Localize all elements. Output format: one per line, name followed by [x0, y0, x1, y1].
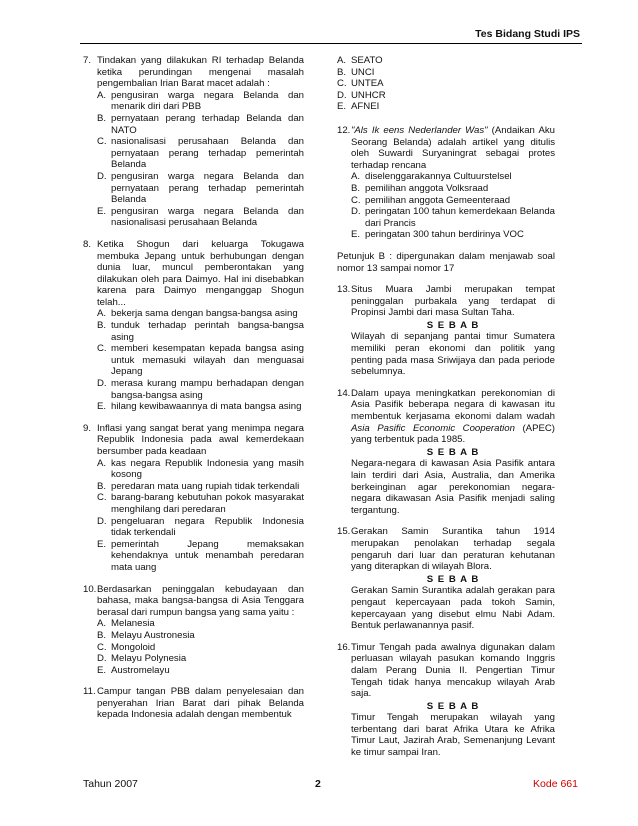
answer-option	[97, 308, 304, 320]
question-stem: Campur tangan PBB dalam penyelesaian dan penyerahan Irian Barat dari pihak Belanda kepada Indonesia adalah dengan membentuk	[97, 686, 304, 721]
question-number: 10.	[83, 583, 97, 595]
answer-option	[97, 618, 304, 630]
question-15	[337, 526, 555, 631]
answer-option	[97, 320, 304, 343]
question-13	[337, 284, 555, 378]
right-column	[337, 55, 555, 769]
option-letter: C.	[97, 641, 107, 653]
option-text: UNHCR	[351, 89, 386, 101]
option-letter: C.	[337, 78, 347, 90]
question-stem: Gerakan Samin Surantika tahun 1914 merupakan penolakan terhadap segala pengaruh dari luar dan peraturan kehutanan yang diterapkan di wilayah Blora.	[351, 526, 555, 573]
question-number: 15.	[337, 526, 351, 538]
reason-text: Timur Tengah merupakan wilayah yang terbentang dari barat Afrika Utara ke Afrika Timur Laut, Jazirah Arab, Semenanjung Levant ke timur sampai Iran.	[351, 712, 555, 759]
article-title: "Als Ik eens Nederlander Was"	[351, 124, 488, 136]
answer-option	[97, 343, 304, 378]
option-text: peringatan 300 tahun berdirinya VOC	[365, 229, 524, 241]
option-text: SEATO	[351, 55, 383, 66]
stem-text: (Andaikan Aku Seorang Belanda) adalah artikel yang ditulis oleh Suwardi Suryaningrat sebagai protes terhadap rencana	[351, 124, 555, 171]
option-text: pemerintah Jepang memaksakan kehendaknya untuk menambah peredaran mata uang	[111, 538, 304, 573]
option-text: Austromelayu	[111, 664, 170, 676]
q12-options	[351, 171, 555, 241]
answer-option	[337, 78, 555, 90]
question-stem: Berdasarkan peninggalan kebudayaan dan bahasa, maka bangsa-bangsa di Asia Tenggara berasal dari rumpun bangsa yang sama yaitu :	[97, 583, 304, 618]
question-number: 8.	[83, 238, 92, 250]
option-text: hilang kewibawaannya di mata bangsa asing	[111, 401, 302, 413]
stem-text: (APEC) yang terbentuk pada 1985.	[351, 422, 555, 446]
option-text: UNCI	[351, 66, 375, 78]
question-stem	[351, 125, 555, 171]
option-text: bekerja sama dengan bangsa-bangsa asing	[111, 308, 298, 320]
exam-code: Kode 661	[533, 778, 578, 790]
option-letter: A.	[97, 308, 107, 320]
answer-option	[97, 458, 304, 481]
answer-option	[351, 183, 555, 195]
option-letter: E.	[351, 229, 361, 241]
question-number: 7.	[83, 55, 92, 66]
answer-option	[337, 90, 555, 102]
question-number: 14.	[337, 387, 351, 399]
answer-option	[97, 171, 304, 206]
option-letter: D.	[97, 515, 107, 527]
option-text: Melayu Austronesia	[111, 629, 195, 641]
page-header: Tes Bidang Studi IPS	[475, 28, 580, 40]
option-letter: B.	[97, 320, 107, 332]
reason-text: Gerakan Samin Surantika adalah gerakan para pengaut kepercayaan pada tokoh Samin, kepercayaan yang disebut elmu Nabi Adam. Bentuk perlawanannya pasif.	[351, 585, 555, 632]
option-letter: C.	[97, 343, 107, 355]
option-letter: B.	[97, 629, 107, 641]
answer-option	[97, 516, 304, 539]
option-text: Melanesia	[111, 618, 155, 630]
question-10	[83, 584, 304, 677]
option-letter: E.	[337, 101, 347, 113]
reason-text: Wilayah di sepanjang pantai timur Sumatera memiliki peran ekonomi dan politik yang penting pada masa Sriwijaya dan pada periode sebelumnya.	[351, 331, 555, 378]
answer-option	[351, 229, 555, 241]
question-stem: Inflasi yang sangat berat yang menimpa negara Republik Indonesia pada awal kemerdekaan bersumber pada keadaan	[97, 422, 304, 457]
reason-text: Negara-negara di kawasan Asia Pasifik antara lain terdiri dari Asia, Australia, dan Amerika berkeinginan agar perekonomian negara-negara dikawasan Asia Pasifik menjadi saling tergantung.	[351, 458, 555, 516]
option-text: tunduk terhadap perintah bangsa-bangsa asing	[111, 320, 304, 343]
question-number: 11.	[83, 686, 96, 698]
question-number: 13.	[337, 284, 351, 296]
question-stem	[351, 388, 555, 446]
option-letter: A.	[97, 457, 107, 469]
answer-option	[97, 642, 304, 654]
option-letter: E.	[97, 664, 107, 676]
page-number: 2	[315, 778, 321, 790]
option-letter: B.	[351, 182, 361, 194]
sebab-label: S E B A B	[426, 446, 480, 458]
option-text: barang-barang kebutuhan pokok masyarakat menghilang dari peredaran	[111, 492, 304, 515]
question-number: 16.	[337, 641, 351, 653]
option-letter: C.	[97, 136, 107, 148]
option-letter: A.	[351, 171, 361, 183]
answer-option	[97, 630, 304, 642]
question-stem: Ketika Shogun dari keluarga Tokugawa membuka Jepang untuk berhubungan dengan dunia luar, muncul pemberontakan yang dilakukan oleh para Daimyo. Hal ini disebabkan karena para Daimyo menganggap Shogun telah...	[97, 238, 304, 308]
sebab-label: S E B A B	[426, 573, 480, 585]
option-text: memberi kesempatan kepada bangsa asing untuk memasuki wilayah dan menguasai Jepang	[111, 343, 304, 378]
option-text: nasionalisasi perusahaan Belanda dan pernyataan perang terhadap pemerintah Belanda	[111, 136, 304, 171]
option-text: pengusiran warga negara Belanda dan menarik diri dari PBB	[111, 89, 304, 113]
question-14	[337, 388, 555, 517]
option-text: peredaran mata uang rupiah tidak terkendali	[111, 480, 300, 492]
option-letter: B.	[337, 66, 347, 78]
question-12	[337, 125, 555, 241]
instruction-b: Petunjuk B : dipergunakan dalam menjawab soal nomor 13 sampai nomor 17	[337, 250, 555, 274]
option-text: diselenggarakannya Cultuurstelsel	[365, 171, 512, 183]
stem-italic: Asia Pasific Economic Cooperation	[351, 422, 515, 434]
answer-option	[97, 539, 304, 574]
left-column	[83, 55, 304, 731]
option-letter: D.	[337, 89, 347, 101]
answer-option	[97, 401, 304, 413]
answer-option	[97, 206, 304, 229]
option-text: pengusiran warga negara Belanda dan nasionalisasi perusahaan Belanda	[111, 205, 304, 229]
sebab-label: S E B A B	[426, 700, 480, 712]
option-text: kas negara Republik Indonesia yang masih kosong	[111, 457, 304, 481]
q11-options	[337, 55, 555, 113]
option-text: pemilihan anggota Volksraad	[365, 182, 489, 194]
question-stem: Timur Tengah pada awalnya digunakan dalam perluasan wilayah pasukan komando Inggris dalam Perang Dunia II. Pengertian Timur Tengah tidak hanya mencakup wilayah Arab saja.	[351, 641, 555, 700]
answer-option	[97, 136, 304, 171]
answer-option	[337, 67, 555, 79]
option-text: UNTEA	[351, 78, 384, 90]
answer-option	[97, 665, 304, 677]
answer-option	[97, 113, 304, 136]
footer-year: Tahun 2007	[83, 778, 138, 790]
option-letter: A.	[337, 55, 347, 66]
answer-option	[337, 55, 555, 67]
option-letter: D.	[351, 206, 361, 218]
answer-option	[97, 378, 304, 401]
option-text: pemilihan anggota Gemeenteraad	[365, 194, 511, 206]
option-text: merasa kurang mampu berhadapan dengan bangsa-bangsa asing	[111, 378, 304, 401]
answer-option	[97, 492, 304, 515]
option-letter: D.	[97, 653, 107, 665]
option-text: AFNEI	[351, 101, 380, 113]
answer-option	[351, 195, 555, 207]
answer-option	[97, 653, 304, 665]
question-stem: Tindakan yang dilakukan RI terhadap Belanda ketika perundingan mengenai masalah pengembalian Irian Barat macet adalah :	[97, 55, 304, 90]
option-letter: C.	[351, 194, 361, 206]
answer-option	[97, 90, 304, 113]
option-letter: B.	[97, 480, 107, 492]
option-letter: C.	[97, 492, 107, 504]
answer-option	[351, 171, 555, 183]
option-letter: E.	[97, 538, 107, 550]
option-letter: A.	[97, 618, 107, 630]
question-stem: Situs Muara Jambi merupakan tempat peninggalan purbakala yang terdapat di Propinsi Jambi dari masa Sultan Taha.	[351, 284, 555, 319]
question-11	[83, 686, 304, 721]
option-text: pengeluaran negara Republik Indonesia tidak terkendali	[111, 515, 304, 539]
option-letter: B.	[97, 112, 107, 124]
option-letter: E.	[97, 401, 107, 413]
answer-option	[337, 101, 555, 113]
option-text: pengusiran warga negara Belanda dan pernyataan perang terhadap pemerintah Belanda	[111, 170, 304, 206]
question-16	[337, 642, 555, 759]
question-number: 12.	[337, 124, 351, 136]
option-letter: A.	[97, 89, 107, 101]
answer-option	[97, 481, 304, 493]
stem-text: Dalam upaya meningkatkan perekonomian di Asia Pasifik beberapa negara di kawasan itu membentuk kerjasama ekonomi dalam wadah	[351, 387, 555, 423]
header-rule	[80, 43, 582, 44]
option-letter: E.	[97, 205, 107, 217]
option-text: pernyataan perang terhadap Belanda dan NATO	[111, 112, 304, 136]
question-7	[83, 55, 304, 229]
question-8	[83, 239, 304, 413]
sebab-label: S E B A B	[426, 319, 480, 331]
option-letter: D.	[97, 378, 107, 390]
question-number: 9.	[83, 422, 92, 434]
question-9	[83, 423, 304, 574]
answer-option	[351, 206, 555, 229]
option-text: Melayu Polynesia	[111, 653, 187, 665]
option-letter: D.	[97, 170, 107, 182]
option-text: Mongoloid	[111, 641, 156, 653]
option-text: peringatan 100 tahun kemerdekaan Belanda dari Prancis	[365, 206, 555, 229]
